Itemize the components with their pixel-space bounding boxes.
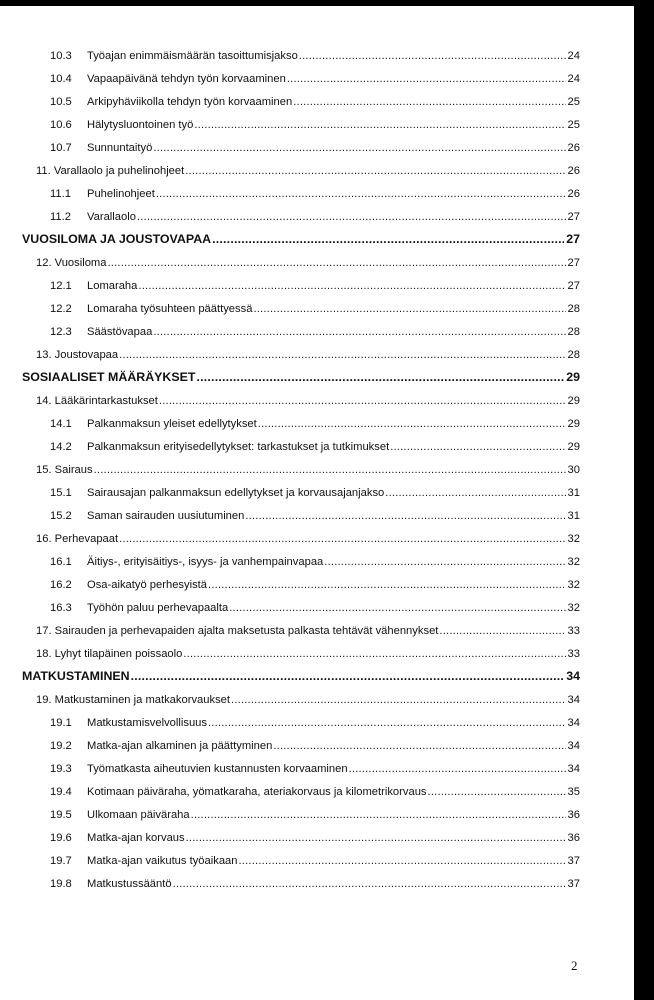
toc-entry-title: Matka-ajan alkaminen ja päättyminen	[87, 740, 273, 752]
toc-entry-page: 29	[567, 395, 580, 407]
dot-leader	[186, 831, 566, 845]
toc-entry[interactable]	[50, 739, 580, 753]
toc-entry[interactable]	[50, 601, 580, 615]
toc-section-heading[interactable]	[22, 232, 580, 247]
toc-entry-title: 14. Lääkärintarkastukset	[36, 395, 158, 407]
dot-leader	[349, 762, 566, 776]
toc-entry-page: 33	[567, 625, 580, 637]
toc-entry-page: 25	[567, 119, 580, 131]
toc-entry-page: 34	[567, 717, 580, 729]
toc-entry-page: 30	[567, 464, 580, 476]
toc-entry-number: 11.1	[50, 188, 71, 200]
toc-entry-page: 32	[567, 556, 580, 568]
toc-entry-title: 11. Varallaolo ja puhelinohjeet	[36, 165, 185, 177]
toc-entry-title: 19. Matkustaminen ja matkakorvaukset	[36, 694, 231, 706]
toc-entry-title: Sunnuntaityö	[87, 142, 153, 154]
dot-leader	[94, 463, 566, 477]
dot-leader	[119, 532, 565, 546]
toc-entry-page: 34	[567, 694, 580, 706]
toc-entry-page: 28	[567, 326, 580, 338]
toc-entry-number: 12.2	[50, 303, 72, 315]
dot-leader	[138, 279, 565, 293]
toc-entry-title: Sairausajan palkanmaksun edellytykset ja korvausajanjakso	[87, 487, 385, 499]
toc-entry-page: 27	[567, 257, 580, 269]
dot-leader	[137, 210, 566, 224]
dot-leader	[239, 854, 566, 868]
toc-entry[interactable]	[50, 187, 580, 201]
toc-entry-page: 36	[567, 809, 580, 821]
dot-leader	[107, 256, 565, 270]
toc-entry-page: 34	[567, 763, 580, 775]
dot-leader	[191, 808, 566, 822]
toc-entry-page: 26	[567, 188, 580, 200]
toc-entry-page: 31	[567, 487, 580, 499]
toc-section-heading[interactable]	[22, 669, 580, 684]
toc-entry-page: 36	[567, 832, 580, 844]
dot-leader	[258, 417, 566, 431]
document-page	[0, 6, 634, 1000]
toc-entry-title: Lomaraha työsuhteen päättyessä	[87, 303, 253, 315]
dot-leader	[299, 49, 566, 63]
dot-leader	[273, 739, 565, 753]
toc-entry-title: Työhön paluu perhevapaalta	[87, 602, 229, 614]
toc-entry-page: 27	[567, 280, 580, 292]
toc-entry-number: 19.8	[50, 878, 72, 890]
toc-entry[interactable]	[36, 532, 580, 546]
toc-entry-number: 15.1	[50, 487, 72, 499]
toc-entry-number: 10.4	[50, 73, 72, 85]
toc-entry-number: 19.2	[50, 740, 72, 752]
dot-leader	[196, 370, 564, 385]
page-number: 2	[571, 958, 578, 973]
toc-entry-title: 16. Perhevapaat	[36, 533, 119, 545]
toc-section-heading[interactable]	[22, 370, 580, 385]
toc-entry-page: 31	[567, 510, 580, 522]
toc-entry-number: 10.7	[50, 142, 72, 154]
toc-entry-page: 26	[567, 142, 580, 154]
dot-leader	[208, 716, 566, 730]
dot-leader	[324, 555, 565, 569]
toc-entry[interactable]	[50, 95, 580, 109]
dot-leader	[229, 601, 565, 615]
toc-entry[interactable]	[50, 877, 580, 891]
toc-entry[interactable]	[50, 325, 580, 339]
toc-entry-page: 32	[567, 602, 580, 614]
toc-entry-title: Matka-ajan korvaus	[87, 832, 185, 844]
toc-entry-title: Palkanmaksun yleiset edellytykset	[87, 418, 257, 430]
toc-entry-title: Osa-aikatyö perhesyistä	[87, 579, 208, 591]
toc-entry-title: 18. Lyhyt tilapäinen poissaolo	[36, 648, 183, 660]
toc-entry-title: Saman sairauden uusiutuminen	[87, 510, 245, 522]
toc-entry-number: 10.6	[50, 119, 72, 131]
toc-entry-title: 13. Joustovapaa	[36, 349, 119, 361]
toc-entry-number: 19.4	[50, 786, 72, 798]
toc-entry-number: 16.2	[50, 579, 72, 591]
toc-entry-page: 24	[567, 50, 580, 62]
toc-entry[interactable]	[50, 831, 580, 845]
toc-entry-number: 12.1	[50, 280, 72, 292]
dot-leader	[212, 232, 564, 247]
toc-entry[interactable]	[36, 348, 580, 362]
toc-entry-title: Matkustussääntö	[87, 878, 172, 890]
toc-entry[interactable]	[36, 647, 580, 661]
toc-entry[interactable]	[50, 509, 580, 523]
toc-entry-title: 12. Vuosiloma	[36, 257, 107, 269]
toc-entry-page: 28	[567, 349, 580, 361]
toc-entry[interactable]	[50, 279, 580, 293]
dot-leader	[208, 578, 566, 592]
toc-entry-page: 29	[566, 370, 580, 384]
dot-leader	[153, 141, 565, 155]
toc-entry-page: 32	[567, 533, 580, 545]
dot-leader	[253, 302, 565, 316]
toc-entry-title: Palkanmaksun erityisedellytykset: tarkastukset ja tutkimukset	[87, 441, 390, 453]
dot-leader	[131, 669, 565, 684]
toc-entry-page: 34	[566, 669, 580, 683]
toc-entry-page: 25	[567, 96, 580, 108]
toc-entry-number: 14.2	[50, 441, 72, 453]
toc-entry-title: VUOSILOMA JA JOUSTOVAPAA	[22, 232, 212, 246]
toc-entry[interactable]	[36, 256, 580, 270]
toc-entry-page: 28	[567, 303, 580, 315]
toc-entry-title: Matka-ajan vaikutus työaikaan	[87, 855, 238, 867]
toc-entry-title: 17. Sairauden ja perhevapaiden ajalta maksetusta palkasta tehtävät vähennykset	[36, 625, 439, 637]
toc-entry[interactable]	[50, 716, 580, 730]
toc-entry[interactable]	[36, 624, 580, 638]
toc-entry[interactable]	[50, 555, 580, 569]
toc-entry-title: MATKUSTAMINEN	[22, 669, 130, 683]
toc-entry-title: Kotimaan päiväraha, yömatkaraha, ateriakorvaus ja kilometrikorvaus	[87, 786, 427, 798]
toc-entry-title: Työmatkasta aiheutuvien kustannusten korvaaminen	[87, 763, 348, 775]
dot-leader	[159, 394, 566, 408]
toc-entry[interactable]	[36, 463, 580, 477]
toc-entry-title: Matkustamisvelvollisuus	[87, 717, 207, 729]
toc-entry-title: Säästövapaa	[87, 326, 153, 338]
toc-entry[interactable]	[50, 210, 580, 224]
dot-leader	[119, 348, 565, 362]
toc-entry[interactable]	[50, 72, 580, 86]
toc-entry-page: 26	[567, 165, 580, 177]
toc-entry-number: 19.1	[50, 717, 72, 729]
toc-entry[interactable]	[50, 118, 580, 132]
toc-entry[interactable]	[50, 417, 580, 431]
toc-entry[interactable]	[50, 808, 580, 822]
toc-entry-title: Työajan enimmäismäärän tasoittumisjakso	[87, 50, 298, 62]
dot-leader	[428, 785, 566, 799]
toc-entry[interactable]	[36, 394, 580, 408]
toc-entry-number: 10.3	[50, 50, 72, 62]
toc-entry-page: 33	[567, 648, 580, 660]
toc-entry-number: 10.5	[50, 96, 72, 108]
dot-leader	[245, 509, 565, 523]
toc-entry-number: 19.7	[50, 855, 72, 867]
toc-entry[interactable]	[50, 49, 580, 63]
dot-leader	[390, 440, 565, 454]
toc-entry[interactable]	[50, 854, 580, 868]
toc-entry-number: 19.5	[50, 809, 72, 821]
toc-entry-page: 32	[567, 579, 580, 591]
toc-entry-number: 16.3	[50, 602, 72, 614]
toc-entry-number: 11.2	[50, 211, 71, 223]
toc-entry-title: 15. Sairaus	[36, 464, 93, 476]
toc-entry[interactable]	[36, 164, 580, 178]
toc-entry-page: 29	[567, 441, 580, 453]
dot-leader	[153, 325, 565, 339]
toc-entry-number: 12.3	[50, 326, 72, 338]
toc-entry-page: 35	[567, 786, 580, 798]
toc-entry-title: SOSIAALISET MÄÄRÄYKSET	[22, 370, 196, 384]
dot-leader	[185, 164, 565, 178]
toc-entry-title: Lomaraha	[87, 280, 138, 292]
toc-entry[interactable]	[36, 693, 580, 707]
toc-entry-number: 15.2	[50, 510, 72, 522]
toc-entry-title: Arkipyhäviikolla tehdyn työn korvaaminen	[87, 96, 293, 108]
dot-leader	[173, 877, 566, 891]
toc-entry-number: 19.3	[50, 763, 72, 775]
toc-entry-title: Äitiys-, erityisäitiys-, isyys- ja vanhempainvapaa	[87, 556, 324, 568]
toc-entry-page: 37	[567, 855, 580, 867]
toc-entry-title: Puhelinohjeet	[87, 188, 155, 200]
toc-entry[interactable]	[50, 785, 580, 799]
toc-entry-number: 14.1	[50, 418, 72, 430]
dot-leader	[194, 118, 565, 132]
toc-entry-page: 34	[567, 740, 580, 752]
toc-entry-page: 27	[567, 211, 580, 223]
toc-entry[interactable]	[50, 440, 580, 454]
toc-entry-title: Varallaolo	[87, 211, 136, 223]
toc-entry[interactable]	[50, 486, 580, 500]
toc-entry[interactable]	[50, 141, 580, 155]
toc-entry[interactable]	[50, 578, 580, 592]
dot-leader	[183, 647, 565, 661]
toc-entry[interactable]	[50, 762, 580, 776]
dot-leader	[385, 486, 565, 500]
dot-leader	[439, 624, 565, 638]
dot-leader	[293, 95, 565, 109]
toc-entry[interactable]	[50, 302, 580, 316]
toc-entry-page: 24	[567, 73, 580, 85]
toc-entry-page: 37	[567, 878, 580, 890]
toc-entry-page: 27	[566, 232, 580, 246]
toc-entry-title: Hälytysluontoinen työ	[87, 119, 194, 131]
toc-entry-number: 16.1	[50, 556, 72, 568]
toc-entry-page: 29	[567, 418, 580, 430]
toc-entry-title: Vapaapäivänä tehdyn työn korvaaminen	[87, 73, 286, 85]
dot-leader	[231, 693, 566, 707]
dot-leader	[287, 72, 566, 86]
dot-leader	[156, 187, 566, 201]
toc-entry-title: Ulkomaan päiväraha	[87, 809, 190, 821]
toc-entry-number: 19.6	[50, 832, 72, 844]
